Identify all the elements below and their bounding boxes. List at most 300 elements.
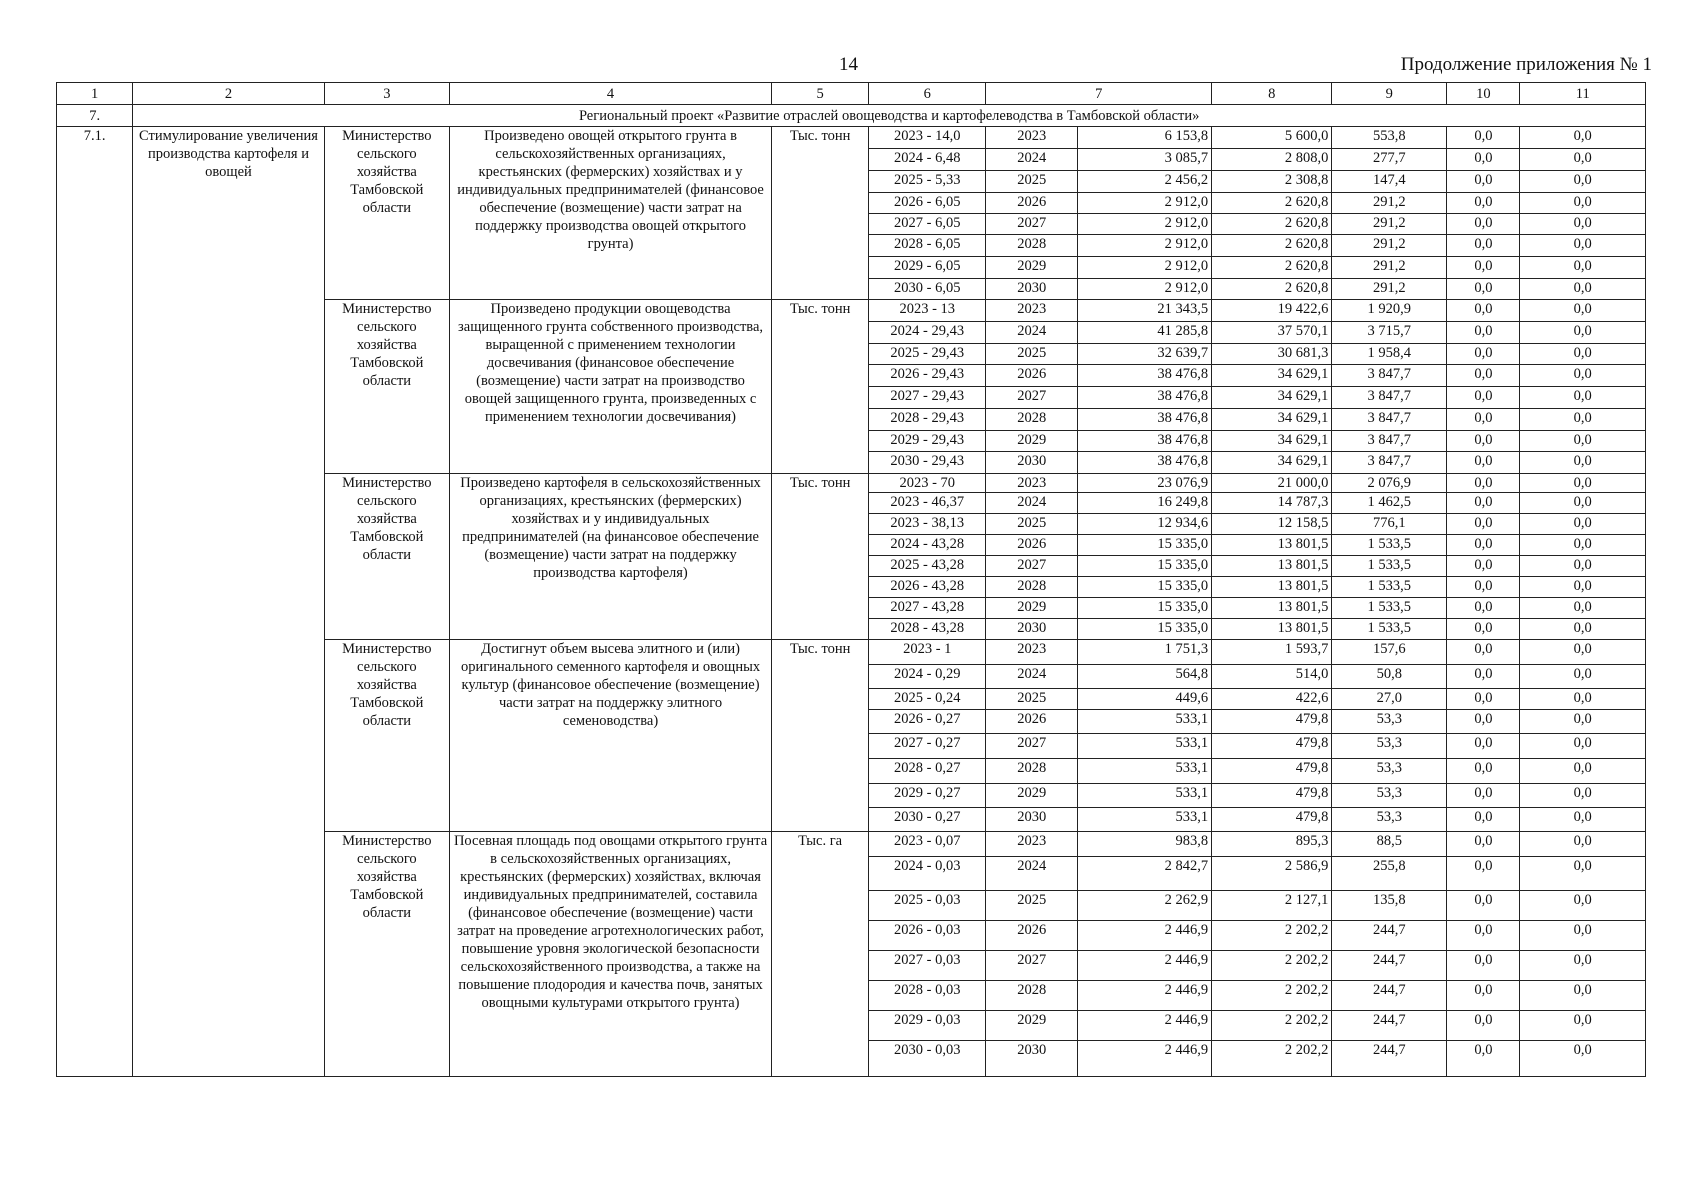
federal-amount-cell: 34 629,1 xyxy=(1212,387,1332,409)
year-cell: 2025 xyxy=(986,344,1078,365)
other-amount-cell: 0,0 xyxy=(1520,665,1646,689)
other-amount-cell: 0,0 xyxy=(1520,431,1646,452)
other-amount-cell: 0,0 xyxy=(1520,344,1646,365)
local-amount-cell: 0,0 xyxy=(1447,951,1520,981)
total-amount-cell: 2 446,9 xyxy=(1078,1011,1212,1041)
other-amount-cell: 0,0 xyxy=(1520,577,1646,598)
local-amount-cell: 0,0 xyxy=(1447,431,1520,452)
local-amount-cell: 0,0 xyxy=(1447,640,1520,665)
federal-amount-cell: 19 422,6 xyxy=(1212,300,1332,322)
local-amount-cell: 0,0 xyxy=(1447,193,1520,214)
target-value-cell: 2026 - 29,43 xyxy=(869,365,986,387)
target-value-cell: 2025 - 43,28 xyxy=(869,556,986,577)
column-header: 9 xyxy=(1332,83,1447,105)
other-amount-cell: 0,0 xyxy=(1520,832,1646,857)
year-cell: 2028 xyxy=(986,759,1078,784)
federal-amount-cell: 1 593,7 xyxy=(1212,640,1332,665)
local-amount-cell: 0,0 xyxy=(1447,387,1520,409)
federal-amount-cell: 2 202,2 xyxy=(1212,981,1332,1011)
total-amount-cell: 15 335,0 xyxy=(1078,577,1212,598)
federal-amount-cell: 2 620,8 xyxy=(1212,235,1332,257)
local-amount-cell: 0,0 xyxy=(1447,857,1520,891)
local-amount-cell: 0,0 xyxy=(1447,365,1520,387)
regional-amount-cell: 1 533,5 xyxy=(1332,535,1447,556)
year-cell: 2030 xyxy=(986,619,1078,640)
regional-amount-cell: 157,6 xyxy=(1332,640,1447,665)
federal-amount-cell: 34 629,1 xyxy=(1212,409,1332,431)
year-cell: 2023 xyxy=(986,300,1078,322)
regional-amount-cell: 53,3 xyxy=(1332,734,1447,759)
target-value-cell: 2027 - 0,03 xyxy=(869,951,986,981)
year-cell: 2026 xyxy=(986,193,1078,214)
executor-cell: Министерство сельского хозяйства Тамбовской области xyxy=(324,832,449,1077)
indicator-cell: Произведено продукции овощеводства защищенного грунта собственного производства, выращенной с применением технологии досвечивания (финансовое обеспечение (возмещение) части затрат на производство овощей защищенного грунта, произведенных с применением технологии досвечивания) xyxy=(450,300,772,474)
regional-amount-cell: 244,7 xyxy=(1332,1041,1447,1077)
year-cell: 2027 xyxy=(986,556,1078,577)
regional-amount-cell: 1 533,5 xyxy=(1332,619,1447,640)
total-amount-cell: 2 912,0 xyxy=(1078,279,1212,300)
local-amount-cell: 0,0 xyxy=(1447,689,1520,710)
year-cell: 2027 xyxy=(986,951,1078,981)
federal-amount-cell: 479,8 xyxy=(1212,784,1332,808)
regional-amount-cell: 291,2 xyxy=(1332,193,1447,214)
section-number: 7. xyxy=(57,105,133,127)
total-amount-cell: 15 335,0 xyxy=(1078,556,1212,577)
total-amount-cell: 38 476,8 xyxy=(1078,431,1212,452)
federal-amount-cell: 2 586,9 xyxy=(1212,857,1332,891)
target-value-cell: 2027 - 29,43 xyxy=(869,387,986,409)
regional-amount-cell: 1 533,5 xyxy=(1332,556,1447,577)
other-amount-cell: 0,0 xyxy=(1520,514,1646,535)
target-value-cell: 2028 - 0,03 xyxy=(869,981,986,1011)
target-value-cell: 2023 - 0,07 xyxy=(869,832,986,857)
federal-amount-cell: 2 127,1 xyxy=(1212,891,1332,921)
regional-amount-cell: 291,2 xyxy=(1332,257,1447,279)
federal-amount-cell: 479,8 xyxy=(1212,808,1332,832)
local-amount-cell: 0,0 xyxy=(1447,619,1520,640)
column-header: 6 xyxy=(869,83,986,105)
target-value-cell: 2025 - 29,43 xyxy=(869,344,986,365)
year-cell: 2024 xyxy=(986,149,1078,171)
target-value-cell: 2027 - 6,05 xyxy=(869,214,986,235)
regional-amount-cell: 147,4 xyxy=(1332,171,1447,193)
other-amount-cell: 0,0 xyxy=(1520,214,1646,235)
executor-cell: Министерство сельского хозяйства Тамбовской области xyxy=(324,640,449,832)
column-header: 2 xyxy=(133,83,324,105)
federal-amount-cell: 34 629,1 xyxy=(1212,365,1332,387)
year-cell: 2029 xyxy=(986,1011,1078,1041)
other-amount-cell: 0,0 xyxy=(1520,640,1646,665)
target-value-cell: 2028 - 0,27 xyxy=(869,759,986,784)
year-cell: 2030 xyxy=(986,279,1078,300)
federal-amount-cell: 2 202,2 xyxy=(1212,1011,1332,1041)
target-value-cell: 2027 - 0,27 xyxy=(869,734,986,759)
regional-amount-cell: 53,3 xyxy=(1332,784,1447,808)
local-amount-cell: 0,0 xyxy=(1447,214,1520,235)
local-amount-cell: 0,0 xyxy=(1447,514,1520,535)
other-amount-cell: 0,0 xyxy=(1520,808,1646,832)
local-amount-cell: 0,0 xyxy=(1447,598,1520,619)
regional-amount-cell: 553,8 xyxy=(1332,127,1447,149)
target-value-cell: 2030 - 0,27 xyxy=(869,808,986,832)
other-amount-cell: 0,0 xyxy=(1520,127,1646,149)
target-value-cell: 2026 - 0,27 xyxy=(869,710,986,734)
target-value-cell: 2023 - 46,37 xyxy=(869,493,986,514)
regional-amount-cell: 3 847,7 xyxy=(1332,365,1447,387)
target-value-cell: 2028 - 6,05 xyxy=(869,235,986,257)
year-cell: 2025 xyxy=(986,891,1078,921)
total-amount-cell: 15 335,0 xyxy=(1078,535,1212,556)
unit-cell: Тыс. тонн xyxy=(772,640,869,832)
federal-amount-cell: 13 801,5 xyxy=(1212,619,1332,640)
local-amount-cell: 0,0 xyxy=(1447,300,1520,322)
target-value-cell: 2023 - 14,0 xyxy=(869,127,986,149)
federal-amount-cell: 2 308,8 xyxy=(1212,171,1332,193)
other-amount-cell: 0,0 xyxy=(1520,257,1646,279)
year-cell: 2030 xyxy=(986,808,1078,832)
local-amount-cell: 0,0 xyxy=(1447,535,1520,556)
unit-cell: Тыс. га xyxy=(772,832,869,1077)
federal-amount-cell: 30 681,3 xyxy=(1212,344,1332,365)
federal-amount-cell: 34 629,1 xyxy=(1212,452,1332,474)
year-cell: 2023 xyxy=(986,127,1078,149)
other-amount-cell: 0,0 xyxy=(1520,759,1646,784)
target-value-cell: 2024 - 29,43 xyxy=(869,322,986,344)
year-cell: 2029 xyxy=(986,431,1078,452)
regional-amount-cell: 291,2 xyxy=(1332,235,1447,257)
total-amount-cell: 2 262,9 xyxy=(1078,891,1212,921)
total-amount-cell: 533,1 xyxy=(1078,759,1212,784)
year-cell: 2025 xyxy=(986,514,1078,535)
column-numbers-row xyxy=(57,83,1646,105)
total-amount-cell: 38 476,8 xyxy=(1078,387,1212,409)
page-number: 14 xyxy=(839,54,858,75)
total-amount-cell: 533,1 xyxy=(1078,734,1212,759)
target-value-cell: 2025 - 0,24 xyxy=(869,689,986,710)
federal-amount-cell: 2 620,8 xyxy=(1212,257,1332,279)
year-cell: 2024 xyxy=(986,857,1078,891)
other-amount-cell: 0,0 xyxy=(1520,279,1646,300)
total-amount-cell: 38 476,8 xyxy=(1078,452,1212,474)
target-value-cell: 2025 - 5,33 xyxy=(869,171,986,193)
column-header: 7 xyxy=(986,83,1212,105)
target-value-cell: 2023 - 1 xyxy=(869,640,986,665)
regional-amount-cell: 1 533,5 xyxy=(1332,577,1447,598)
target-value-cell: 2027 - 43,28 xyxy=(869,598,986,619)
indicator-cell: Посевная площадь под овощами открытого грунта в сельскохозяйственных организациях, крестьянских (фермерских) хозяйствах, включая индивидуальных предпринимателей, составила (финансовое обеспечение (возмещение) части затрат на проведение агротехнологических работ, повышение уровня экологической безопасности сельскохозяйственного производства, а также на повышение плодородия и качества почв, занятых овощными культурами открытого грунта) xyxy=(450,832,772,1077)
target-value-cell: 2024 - 6,48 xyxy=(869,149,986,171)
regional-amount-cell: 1 958,4 xyxy=(1332,344,1447,365)
regional-amount-cell: 1 533,5 xyxy=(1332,598,1447,619)
regional-amount-cell: 53,3 xyxy=(1332,710,1447,734)
other-amount-cell: 0,0 xyxy=(1520,556,1646,577)
regional-amount-cell: 277,7 xyxy=(1332,149,1447,171)
other-amount-cell: 0,0 xyxy=(1520,921,1646,951)
target-value-cell: 2030 - 29,43 xyxy=(869,452,986,474)
federal-amount-cell: 2 620,8 xyxy=(1212,193,1332,214)
local-amount-cell: 0,0 xyxy=(1447,577,1520,598)
federal-amount-cell: 13 801,5 xyxy=(1212,556,1332,577)
federal-amount-cell: 2 620,8 xyxy=(1212,214,1332,235)
other-amount-cell: 0,0 xyxy=(1520,365,1646,387)
federal-amount-cell: 14 787,3 xyxy=(1212,493,1332,514)
total-amount-cell: 23 076,9 xyxy=(1078,474,1212,493)
federal-amount-cell: 2 202,2 xyxy=(1212,951,1332,981)
local-amount-cell: 0,0 xyxy=(1447,891,1520,921)
federal-amount-cell: 2 620,8 xyxy=(1212,279,1332,300)
year-cell: 2028 xyxy=(986,409,1078,431)
federal-amount-cell: 2 808,0 xyxy=(1212,149,1332,171)
regional-amount-cell: 2 076,9 xyxy=(1332,474,1447,493)
local-amount-cell: 0,0 xyxy=(1447,832,1520,857)
federal-amount-cell: 514,0 xyxy=(1212,665,1332,689)
total-amount-cell: 2 446,9 xyxy=(1078,921,1212,951)
regional-amount-cell: 3 847,7 xyxy=(1332,431,1447,452)
other-amount-cell: 0,0 xyxy=(1520,619,1646,640)
plan-table xyxy=(56,82,1646,1077)
unit-cell: Тыс. тонн xyxy=(772,300,869,474)
year-cell: 2028 xyxy=(986,981,1078,1011)
total-amount-cell: 2 446,9 xyxy=(1078,981,1212,1011)
federal-amount-cell: 422,6 xyxy=(1212,689,1332,710)
year-cell: 2026 xyxy=(986,535,1078,556)
local-amount-cell: 0,0 xyxy=(1447,808,1520,832)
other-amount-cell: 0,0 xyxy=(1520,193,1646,214)
year-cell: 2024 xyxy=(986,665,1078,689)
year-cell: 2023 xyxy=(986,474,1078,493)
other-amount-cell: 0,0 xyxy=(1520,300,1646,322)
other-amount-cell: 0,0 xyxy=(1520,598,1646,619)
year-cell: 2027 xyxy=(986,734,1078,759)
total-amount-cell: 6 153,8 xyxy=(1078,127,1212,149)
target-value-cell: 2029 - 6,05 xyxy=(869,257,986,279)
regional-amount-cell: 291,2 xyxy=(1332,279,1447,300)
target-value-cell: 2023 - 38,13 xyxy=(869,514,986,535)
local-amount-cell: 0,0 xyxy=(1447,344,1520,365)
target-value-cell: 2026 - 43,28 xyxy=(869,577,986,598)
federal-amount-cell: 2 202,2 xyxy=(1212,1041,1332,1077)
year-cell: 2023 xyxy=(986,640,1078,665)
unit-cell: Тыс. тонн xyxy=(772,474,869,640)
other-amount-cell: 0,0 xyxy=(1520,689,1646,710)
indicator-cell: Произведено овощей открытого грунта в сельскохозяйственных организациях, крестьянских (фермерских) хозяйствах и у индивидуальных предпринимателей (финансовое обеспечение (возмещение) части затрат на поддержку производства овощей открытого грунта) xyxy=(450,127,772,300)
total-amount-cell: 2 912,0 xyxy=(1078,257,1212,279)
other-amount-cell: 0,0 xyxy=(1520,1041,1646,1077)
total-amount-cell: 564,8 xyxy=(1078,665,1212,689)
other-amount-cell: 0,0 xyxy=(1520,535,1646,556)
other-amount-cell: 0,0 xyxy=(1520,951,1646,981)
unit-cell: Тыс. тонн xyxy=(772,127,869,300)
executor-cell: Министерство сельского хозяйства Тамбовской области xyxy=(324,300,449,474)
year-cell: 2029 xyxy=(986,784,1078,808)
total-amount-cell: 983,8 xyxy=(1078,832,1212,857)
year-cell: 2029 xyxy=(986,598,1078,619)
total-amount-cell: 2 456,2 xyxy=(1078,171,1212,193)
local-amount-cell: 0,0 xyxy=(1447,1041,1520,1077)
regional-amount-cell: 53,3 xyxy=(1332,759,1447,784)
local-amount-cell: 0,0 xyxy=(1447,409,1520,431)
target-value-cell: 2029 - 0,03 xyxy=(869,1011,986,1041)
total-amount-cell: 2 446,9 xyxy=(1078,951,1212,981)
regional-amount-cell: 50,8 xyxy=(1332,665,1447,689)
item-name: Стимулирование увеличения производства картофеля и овощей xyxy=(133,127,324,1077)
total-amount-cell: 2 912,0 xyxy=(1078,235,1212,257)
section-title: Региональный проект «Развитие отраслей овощеводства и картофелеводства в Тамбовской области» xyxy=(133,105,1646,127)
other-amount-cell: 0,0 xyxy=(1520,409,1646,431)
section-row xyxy=(57,105,1646,127)
regional-amount-cell: 255,8 xyxy=(1332,857,1447,891)
executor-cell: Министерство сельского хозяйства Тамбовской области xyxy=(324,127,449,300)
federal-amount-cell: 21 000,0 xyxy=(1212,474,1332,493)
total-amount-cell: 2 842,7 xyxy=(1078,857,1212,891)
local-amount-cell: 0,0 xyxy=(1447,784,1520,808)
other-amount-cell: 0,0 xyxy=(1520,171,1646,193)
total-amount-cell: 38 476,8 xyxy=(1078,365,1212,387)
total-amount-cell: 533,1 xyxy=(1078,710,1212,734)
column-header: 11 xyxy=(1520,83,1646,105)
other-amount-cell: 0,0 xyxy=(1520,322,1646,344)
regional-amount-cell: 3 847,7 xyxy=(1332,409,1447,431)
year-cell: 2026 xyxy=(986,710,1078,734)
federal-amount-cell: 895,3 xyxy=(1212,832,1332,857)
federal-amount-cell: 13 801,5 xyxy=(1212,577,1332,598)
regional-amount-cell: 244,7 xyxy=(1332,951,1447,981)
continuation-label: Продолжение приложения № 1 xyxy=(1400,54,1652,75)
total-amount-cell: 449,6 xyxy=(1078,689,1212,710)
federal-amount-cell: 34 629,1 xyxy=(1212,431,1332,452)
executor-cell: Министерство сельского хозяйства Тамбовской области xyxy=(324,474,449,640)
target-value-cell: 2024 - 43,28 xyxy=(869,535,986,556)
target-value-cell: 2028 - 43,28 xyxy=(869,619,986,640)
target-value-cell: 2026 - 0,03 xyxy=(869,921,986,951)
column-header: 10 xyxy=(1447,83,1520,105)
regional-amount-cell: 3 715,7 xyxy=(1332,322,1447,344)
target-value-cell: 2030 - 0,03 xyxy=(869,1041,986,1077)
year-cell: 2026 xyxy=(986,365,1078,387)
target-value-cell: 2026 - 6,05 xyxy=(869,193,986,214)
year-cell: 2025 xyxy=(986,689,1078,710)
regional-amount-cell: 135,8 xyxy=(1332,891,1447,921)
local-amount-cell: 0,0 xyxy=(1447,452,1520,474)
target-value-cell: 2023 - 70 xyxy=(869,474,986,493)
total-amount-cell: 2 912,0 xyxy=(1078,214,1212,235)
regional-amount-cell: 88,5 xyxy=(1332,832,1447,857)
local-amount-cell: 0,0 xyxy=(1447,127,1520,149)
table-row xyxy=(57,127,1646,149)
total-amount-cell: 2 912,0 xyxy=(1078,193,1212,214)
federal-amount-cell: 12 158,5 xyxy=(1212,514,1332,535)
federal-amount-cell: 479,8 xyxy=(1212,734,1332,759)
total-amount-cell: 15 335,0 xyxy=(1078,598,1212,619)
year-cell: 2026 xyxy=(986,921,1078,951)
year-cell: 2030 xyxy=(986,1041,1078,1077)
target-value-cell: 2029 - 0,27 xyxy=(869,784,986,808)
total-amount-cell: 1 751,3 xyxy=(1078,640,1212,665)
local-amount-cell: 0,0 xyxy=(1447,235,1520,257)
item-number: 7.1. xyxy=(57,127,133,1077)
total-amount-cell: 41 285,8 xyxy=(1078,322,1212,344)
federal-amount-cell: 479,8 xyxy=(1212,759,1332,784)
year-cell: 2028 xyxy=(986,235,1078,257)
column-header: 3 xyxy=(324,83,449,105)
other-amount-cell: 0,0 xyxy=(1520,710,1646,734)
total-amount-cell: 15 335,0 xyxy=(1078,619,1212,640)
other-amount-cell: 0,0 xyxy=(1520,857,1646,891)
local-amount-cell: 0,0 xyxy=(1447,493,1520,514)
year-cell: 2029 xyxy=(986,257,1078,279)
target-value-cell: 2029 - 29,43 xyxy=(869,431,986,452)
regional-amount-cell: 3 847,7 xyxy=(1332,452,1447,474)
column-header: 5 xyxy=(772,83,869,105)
federal-amount-cell: 13 801,5 xyxy=(1212,598,1332,619)
year-cell: 2025 xyxy=(986,171,1078,193)
column-header: 1 xyxy=(57,83,133,105)
regional-amount-cell: 1 920,9 xyxy=(1332,300,1447,322)
target-value-cell: 2025 - 0,03 xyxy=(869,891,986,921)
other-amount-cell: 0,0 xyxy=(1520,981,1646,1011)
federal-amount-cell: 13 801,5 xyxy=(1212,535,1332,556)
regional-amount-cell: 244,7 xyxy=(1332,1011,1447,1041)
other-amount-cell: 0,0 xyxy=(1520,891,1646,921)
regional-amount-cell: 244,7 xyxy=(1332,981,1447,1011)
local-amount-cell: 0,0 xyxy=(1447,474,1520,493)
total-amount-cell: 32 639,7 xyxy=(1078,344,1212,365)
other-amount-cell: 0,0 xyxy=(1520,235,1646,257)
other-amount-cell: 0,0 xyxy=(1520,1011,1646,1041)
other-amount-cell: 0,0 xyxy=(1520,149,1646,171)
local-amount-cell: 0,0 xyxy=(1447,665,1520,689)
local-amount-cell: 0,0 xyxy=(1447,981,1520,1011)
year-cell: 2027 xyxy=(986,214,1078,235)
total-amount-cell: 12 934,6 xyxy=(1078,514,1212,535)
indicator-cell: Произведено картофеля в сельскохозяйственных организациях, крестьянских (фермерских) хозяйствах и у индивидуальных предпринимателей (на финансовое обеспечение (возмещение) части затрат на поддержку производства картофеля) xyxy=(450,474,772,640)
local-amount-cell: 0,0 xyxy=(1447,710,1520,734)
year-cell: 2023 xyxy=(986,832,1078,857)
column-header: 8 xyxy=(1212,83,1332,105)
year-cell: 2028 xyxy=(986,577,1078,598)
local-amount-cell: 0,0 xyxy=(1447,149,1520,171)
indicator-cell: Достигнут объем высева элитного и (или) оригинального семенного картофеля и овощных культур (финансовое обеспечение (возмещение) части затрат на поддержку элитного семеноводства) xyxy=(450,640,772,832)
local-amount-cell: 0,0 xyxy=(1447,734,1520,759)
regional-amount-cell: 53,3 xyxy=(1332,808,1447,832)
total-amount-cell: 16 249,8 xyxy=(1078,493,1212,514)
regional-amount-cell: 291,2 xyxy=(1332,214,1447,235)
total-amount-cell: 3 085,7 xyxy=(1078,149,1212,171)
local-amount-cell: 0,0 xyxy=(1447,556,1520,577)
regional-amount-cell: 27,0 xyxy=(1332,689,1447,710)
other-amount-cell: 0,0 xyxy=(1520,734,1646,759)
year-cell: 2024 xyxy=(986,493,1078,514)
other-amount-cell: 0,0 xyxy=(1520,387,1646,409)
column-header: 4 xyxy=(450,83,772,105)
regional-amount-cell: 244,7 xyxy=(1332,921,1447,951)
local-amount-cell: 0,0 xyxy=(1447,322,1520,344)
local-amount-cell: 0,0 xyxy=(1447,1011,1520,1041)
regional-amount-cell: 1 462,5 xyxy=(1332,493,1447,514)
total-amount-cell: 38 476,8 xyxy=(1078,409,1212,431)
total-amount-cell: 21 343,5 xyxy=(1078,300,1212,322)
local-amount-cell: 0,0 xyxy=(1447,921,1520,951)
total-amount-cell: 2 446,9 xyxy=(1078,1041,1212,1077)
year-cell: 2027 xyxy=(986,387,1078,409)
local-amount-cell: 0,0 xyxy=(1447,257,1520,279)
target-value-cell: 2024 - 0,03 xyxy=(869,857,986,891)
year-cell: 2030 xyxy=(986,452,1078,474)
local-amount-cell: 0,0 xyxy=(1447,279,1520,300)
federal-amount-cell: 479,8 xyxy=(1212,710,1332,734)
regional-amount-cell: 776,1 xyxy=(1332,514,1447,535)
target-value-cell: 2023 - 13 xyxy=(869,300,986,322)
